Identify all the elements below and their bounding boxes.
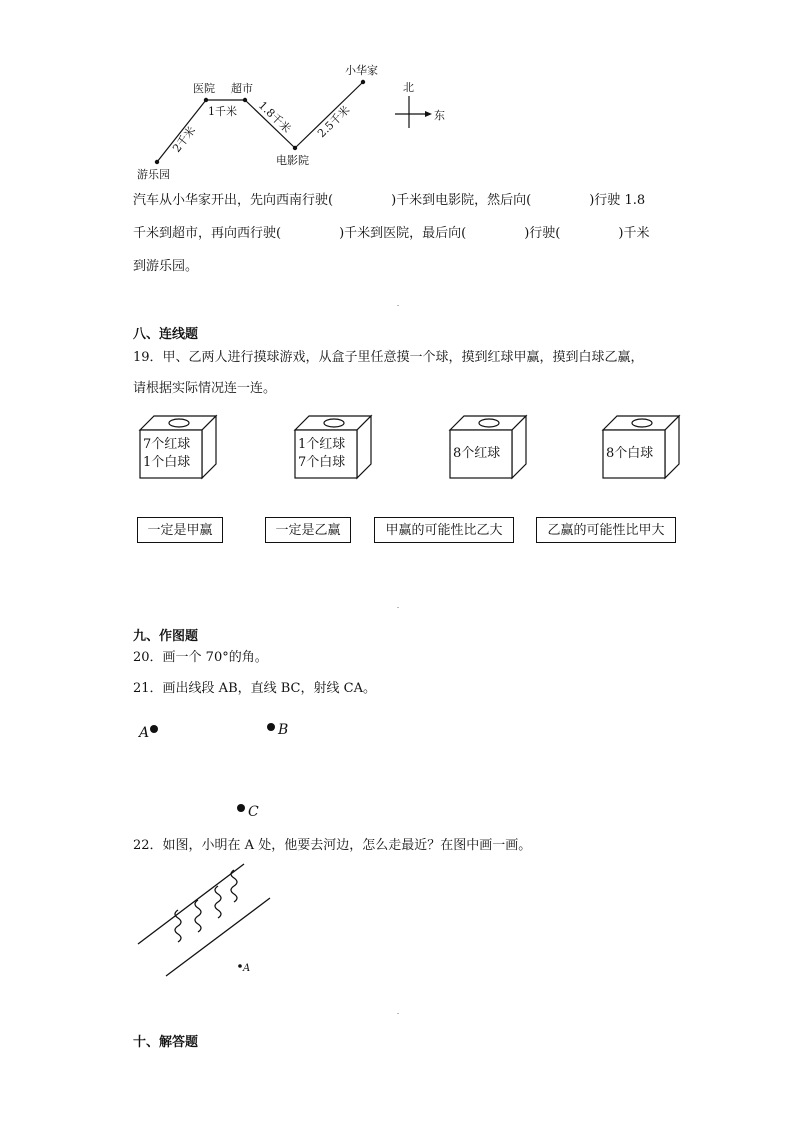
compass-east-label: 东 (434, 109, 445, 122)
point-park (155, 160, 159, 164)
q20-text: 20．画一个 70°的角。 (133, 650, 268, 665)
ball-box-3-line-1: 8个红球 (453, 446, 501, 461)
point-cinema (293, 146, 297, 150)
q21-text: 21．画出线段 AB，直线 BC，射线 CA。 (133, 681, 376, 696)
label-park: 游乐园 (137, 168, 170, 181)
compass-east-arrow (425, 111, 432, 117)
section-8-title: 八、连线题 (133, 327, 199, 342)
distance-supermarket-cinema: 1.8千米 (255, 98, 294, 136)
q18-line-3: 到游乐园。 (133, 259, 199, 274)
river-bank-upper (138, 864, 244, 944)
distance-park-hospital: 2千米 (170, 123, 199, 155)
outcome-yi-certain[interactable]: 一定是乙赢 (265, 517, 351, 543)
outcome-yi-more-likely[interactable]: 乙赢的可能性比甲大 (536, 517, 676, 543)
river-figure[interactable] (134, 862, 274, 980)
point-a-dot (150, 725, 158, 733)
section-9-title: 九、作图题 (133, 629, 199, 644)
ball-box-2-line-1: 1个红球 (298, 437, 346, 452)
label-cinema: 电影院 (276, 154, 309, 167)
river-wave-3 (215, 886, 221, 918)
separator-dot-2 (397, 607, 399, 608)
point-b-label: B (278, 722, 289, 738)
label-hospital: 医院 (193, 82, 215, 95)
point-hospital (204, 98, 208, 102)
ball-box-1-line-1: 7个红球 (143, 437, 191, 452)
point-c-label: C (248, 804, 259, 820)
section-10-title: 十、解答题 (133, 1035, 199, 1050)
q18-line-2: 千米到超市，再向西行驶( )千米到医院，最后向( )行驶( )千米 (133, 226, 650, 241)
point-b-dot (267, 723, 275, 731)
separator-dot-3 (397, 1013, 399, 1014)
ball-box-1-line-2: 1个白球 (143, 455, 191, 470)
compass-north-label: 北 (403, 81, 414, 94)
q19-text-line-1: 19．甲、乙两人进行摸球游戏，从盒子里任意摸一个球，摸到红球甲赢，摸到白球乙赢， (133, 350, 644, 365)
point-supermarket (243, 98, 247, 102)
route-map (130, 58, 450, 188)
points-abc-figure[interactable] (130, 712, 290, 824)
distance-hospital-supermarket: 1千米 (208, 105, 237, 118)
point-c-dot (237, 804, 245, 812)
river-wave-2 (195, 900, 201, 932)
ball-box-4-line-1: 8个白球 (606, 446, 654, 461)
river-wave-4 (231, 870, 237, 902)
label-home: 小华家 (345, 64, 378, 77)
ball-box-2-line-2: 7个白球 (298, 455, 346, 470)
separator-dot-1 (397, 305, 399, 306)
river-point-a-dot (238, 964, 242, 968)
outcome-jia-certain[interactable]: 一定是甲赢 (137, 517, 223, 543)
outcome-jia-more-likely[interactable]: 甲赢的可能性比乙大 (374, 517, 514, 543)
label-supermarket: 超市 (231, 82, 253, 95)
q19-text-line-2: 请根据实际情况连一连。 (133, 381, 277, 396)
q22-text: 22．如图，小明在 A 处，他要去河边，怎么走最近？在图中画一画。 (133, 838, 532, 853)
route-cinema-home (295, 82, 363, 148)
q18-line-1: 汽车从小华家开出，先向西南行驶( )千米到电影院，然后向( )行驶 1.8 (133, 193, 646, 208)
river-point-a-label: A (243, 963, 251, 974)
point-a-label: A (139, 725, 150, 741)
distance-cinema-home: 2.5千米 (315, 103, 353, 141)
point-home (361, 80, 365, 84)
